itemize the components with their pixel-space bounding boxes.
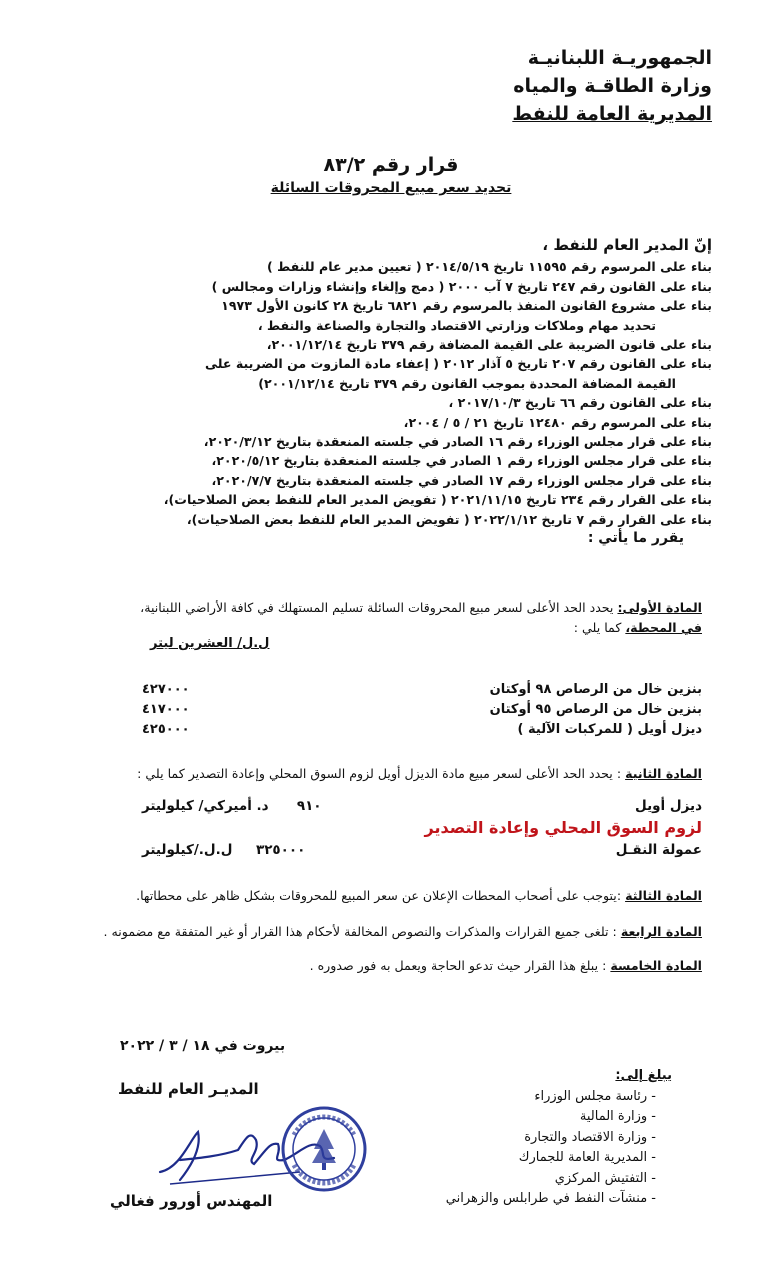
article-5-label: المادة الخامسة <box>610 958 702 973</box>
transport-row <box>142 839 702 861</box>
diesel-row <box>142 795 702 817</box>
preamble-item: بناء على القانون رقم ٢٠٧ تاريخ ٥ آذار ٢٠١٢ ( إعفاء مادة المازوت من الضريبة على <box>205 356 712 372</box>
distribution-item: - التفتيش المركزي <box>446 1169 656 1190</box>
transport-unit: ل.ل./كيلوليتر <box>142 842 233 858</box>
transport-label: عمولة النقـل <box>615 842 702 858</box>
product-name: ديزل أويل ( للمركبات الآلية ) <box>517 722 702 737</box>
distribution-item: - منشآت النفط في طرابلس والزهراني <box>446 1189 656 1210</box>
article-3-text: :يتوجب على أصحاب المحطات الإعلان عن سعر المبيع للمحروقات بشكل ظاهر على محطاتها. <box>136 888 622 903</box>
letterhead-republic: الجمهوريـة اللبنانيـة <box>527 47 712 69</box>
product-price: ٤٢٥٠٠٠ <box>142 722 190 737</box>
decision-title <box>0 152 782 198</box>
distribution-item: - المديرية العامة للجمارك <box>446 1148 656 1169</box>
article-4-text: : تلغى جميع القرارات والمذكرات والنصوص المخالفة لأحكام هذا القرار أو غير المتفقة مع مضمونه . <box>103 924 617 939</box>
official-stamp <box>280 1105 368 1193</box>
preamble <box>72 236 712 549</box>
diesel-purpose: لزوم السوق المحلي وإعادة التصدير <box>424 818 702 837</box>
distribution-heading: يبلغ إلى: <box>615 1068 672 1083</box>
preamble-item: بناء على القانون رقم ٢٤٧ تاريخ ٧ آب ٢٠٠٠ ( دمج وإلغاء وإنشاء وزارات ومجالس ) <box>211 278 712 294</box>
article-1-text2: كما يلي : <box>573 620 622 635</box>
article-4-label: المادة الرابعة <box>620 924 702 939</box>
price-row <box>142 700 702 720</box>
preamble-item: بناء على القرار رقم ٢٣٤ تاريخ ٢٠٢١/١١/١٥ ( تفويض المدير العام للنفط بعض الصلاحيات)، <box>163 492 712 508</box>
transport-price <box>142 839 305 861</box>
price-row <box>142 720 702 740</box>
distribution-items <box>446 1087 672 1210</box>
preamble-item: بناء على المرسوم رقم ١١٥٩٥ تاريخ ٢٠١٤/٥/١٩ ( تعيين مدير عام للنفط ) <box>266 259 712 275</box>
decision-subject: تحديد سعر مبيع المحروقات السائلة <box>270 180 512 196</box>
signatory-title: المديـر العام للنفط <box>118 1080 259 1098</box>
decision-number: قرار رقم ٨٣/٢ <box>323 154 459 176</box>
preamble-item: القيمة المضافة المحددة بموجب القانون رقم ٣٧٩ تاريخ ٢٠٠١/١٢/١٤) <box>258 375 676 391</box>
preamble-item: تحديد مهام وملاكات وزارتي الاقتصاد والتجارة والصناعة والنفط ، <box>257 317 656 333</box>
product-price: ٤٢٧٠٠٠ <box>142 682 190 697</box>
article-1-text: يحدد الحد الأعلى لسعر مبيع المحروقات السائلة تسليم المستهلك في كافة الأراضي اللبنانية، <box>140 600 614 615</box>
letterhead-directorate: المديرية العامة للنفط <box>512 103 712 125</box>
diesel-value: ٩١٠ <box>296 798 322 814</box>
distribution-item: - وزارة المالية <box>446 1107 656 1128</box>
preamble-item: بناء على القرار رقم ٧ تاريخ ٢٠٢٢/١/١٢ ( تفويض المدير العام للنفط بعض الصلاحيات)، <box>186 511 712 527</box>
article-2-text: : يحدد الحد الأعلى لسعر مبيع مادة الديزل أويل لزوم السوق المحلي وإعادة التصدير كما يلي : <box>137 766 622 781</box>
article-5-text: : يبلغ هذا القرار حيث تدعو الحاجة ويعمل به فور صدوره . <box>309 958 607 973</box>
distribution-item: - وزارة الاقتصاد والتجارة <box>446 1128 656 1149</box>
preamble-item: بناء على مشروع القانون المنفذ بالمرسوم رقم ٦٨٢١ تاريخ ٢٨ كانون الأول ١٩٧٣ <box>221 298 712 314</box>
preamble-item: بناء على قرار مجلس الوزراء رقم ١٧ الصادر في جلسته المنعقدة بتاريخ ٢٠٢٠/٧/٧، <box>211 472 712 488</box>
transport-value: ٣٢٥٠٠٠ <box>255 842 306 858</box>
article-2 <box>62 764 702 784</box>
product-price: ٤١٧٠٠٠ <box>142 702 190 717</box>
signatory-name: المهندس أورور فغالي <box>110 1192 273 1210</box>
article-3-label: المادة الثالثة <box>625 888 702 903</box>
distribution-list <box>446 1066 672 1210</box>
preamble-item: بناء على قانون الضريبة على القيمة المضافة رقم ٣٧٩ تاريخ ٢٠٠١/١٢/١٤، <box>266 337 712 353</box>
diesel-price <box>142 795 322 817</box>
product-name: بنزين خال من الرصاص ٩٥ أوكتان <box>489 702 702 717</box>
preamble-item: بناء على قرار مجلس الوزراء رقم ١٦ الصادر في جلسته المنعقدة بتاريخ ٢٠٢٠/٣/١٢، <box>203 434 712 450</box>
preamble-item: بناء على القانون رقم ٦٦ تاريخ ٢٠١٧/١٠/٣ ، <box>448 395 712 411</box>
article-1-label: المادة الأولى: <box>617 600 702 615</box>
price-table <box>142 680 702 740</box>
price-unit: ل.ل/ العشرين ليتر <box>150 636 270 651</box>
preamble-item: بناء على المرسوم رقم ١٢٤٨٠ تاريخ ٢١ / ٥ / ٢٠٠٤، <box>403 414 712 430</box>
preamble-item: بناء على قرار مجلس الوزراء رقم ١ الصادر في جلسته المنعقدة بتاريخ ٢٠٢٠/٥/١٢، <box>211 453 712 469</box>
diesel-label: ديزل أويل <box>635 798 702 814</box>
distribution-item: - رئاسة مجلس الوزراء <box>446 1087 656 1108</box>
preamble-decides: يقرر ما يأتي : <box>587 530 684 547</box>
article-2-label: المادة الثانية <box>625 766 702 781</box>
preamble-intro: إنّ المدير العام للنفط ، <box>542 236 712 254</box>
issue-date: بيروت في ١٨ / ٣ / ٢٠٢٢ <box>120 1038 286 1054</box>
article-5 <box>62 956 702 976</box>
article-1 <box>62 598 702 638</box>
article-4 <box>62 922 702 942</box>
letterhead <box>512 44 712 128</box>
article-1-label-station: في المحطة، <box>625 620 702 635</box>
price-row <box>142 680 702 700</box>
diesel-price-block <box>142 795 702 861</box>
letterhead-ministry: وزارة الطاقـة والمياه <box>513 75 712 97</box>
article-3 <box>62 886 702 906</box>
product-name: بنزين خال من الرصاص ٩٨ أوكتان <box>489 682 702 697</box>
diesel-unit: د. أميركي/ كيلوليتر <box>142 798 269 814</box>
